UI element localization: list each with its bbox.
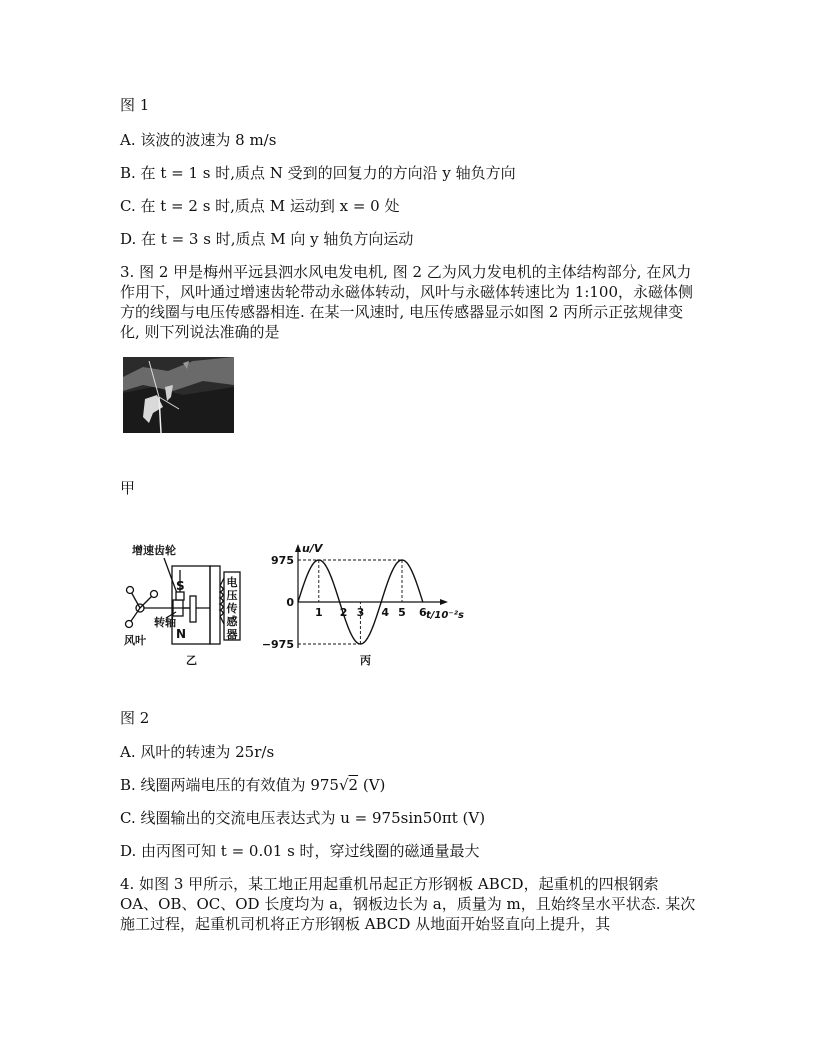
q2-option-b: B. 在 t = 1 s 时,质点 N 受到的回复力的方向沿 y 轴负方向 [120,164,516,182]
sub-label-c: 丙 [360,654,371,667]
y-tick-label: 975 [271,554,294,567]
q2-option-d: D. 在 t = 3 s 时,质点 M 向 y 轴负方向运动 [120,230,414,248]
sensor-char-1: 电 [226,576,238,589]
voltage-chart [262,542,464,667]
y-axis-arrow [295,544,301,552]
q3-option-a: A. 风叶的转速为 25r/s [120,743,275,761]
q2-option-a: A. 该波的波速为 8 m/s [120,131,277,149]
wind-turbine-photo [123,357,234,433]
x-axis-label: t/10⁻²s [426,610,464,621]
q3-option-b-text: B. 线圈两端电压的有效值为 975 [120,776,339,794]
x-tick-label: 6 [418,606,427,619]
generator-structure [124,543,240,667]
figure-2-caption: 图 2 [120,709,150,727]
y-tick-label: 0 [286,596,294,609]
question-4-stem: 4. 如图 3 甲所示，某工地正用起重机吊起正方形钢板 ABCD，起重机的四根钢索 OA、OB、OC、OD 长度均为 a，钢板边长为 a，质量为 m，且始终呈水平状态. 某次施工过程，起重机司机将正方形钢板 ABCD 从地面开始竖直向上提升，其 [120,875,696,933]
x-tick-label: 1 [314,606,323,619]
shaft-label: 转轴 [154,616,176,629]
sensor-char-3: 传 [226,602,238,615]
x-tick-label: 2 [339,606,348,619]
generator-diagram [120,540,470,670]
question-3-stem: 3. 图 2 甲是梅州平远县泗水风电发电机, 图 2 乙为风力发电机的主体结构部分, 在风力作用下，风叶通过增速齿轮带动永磁体转动，风叶与永磁体转速比为 1:100，永磁体侧方的线圈与电压传感器相连. 在某一风速时, 电压传感器显示如图 2 丙所示正弦规律变化, 则下列说法准确的是 [120,263,693,341]
gear-label: 增速齿轮 [132,544,176,557]
sensor-char-5: 器 [226,628,238,641]
blade-label: 风叶 [124,634,146,647]
y-tick-label: −975 [261,638,294,651]
q3-option-d: D. 由丙图可知 t = 0.01 s 时，穿过线圈的磁通量最大 [120,842,480,860]
sqrt-radicand: 2 [348,776,359,794]
x-tick-label: 3 [356,606,365,619]
y-axis-label: u/V [302,542,323,555]
x-tick-label: 4 [381,606,390,619]
q3-option-b [120,775,385,795]
q3-option-b-unit: (V) [358,776,386,794]
figure-1-caption: 图 1 [120,96,150,114]
sub-label-b: 乙 [186,654,197,667]
sqrt-symbol: √ [338,776,349,794]
x-tick-label: 5 [398,606,406,619]
sensor-char-2: 压 [226,589,238,602]
magnet-n-label: N [176,627,187,641]
sensor-char-4: 感 [226,615,238,628]
q3-option-c: C. 线圈输出的交流电压表达式为 u = 975sin50πt (V) [120,809,486,827]
x-axis-arrow [440,599,448,605]
photo-label: 甲 [120,479,136,497]
q2-option-c: C. 在 t = 2 s 时,质点 M 运动到 x = 0 处 [120,197,400,215]
magnet-s-label: S [176,579,185,593]
